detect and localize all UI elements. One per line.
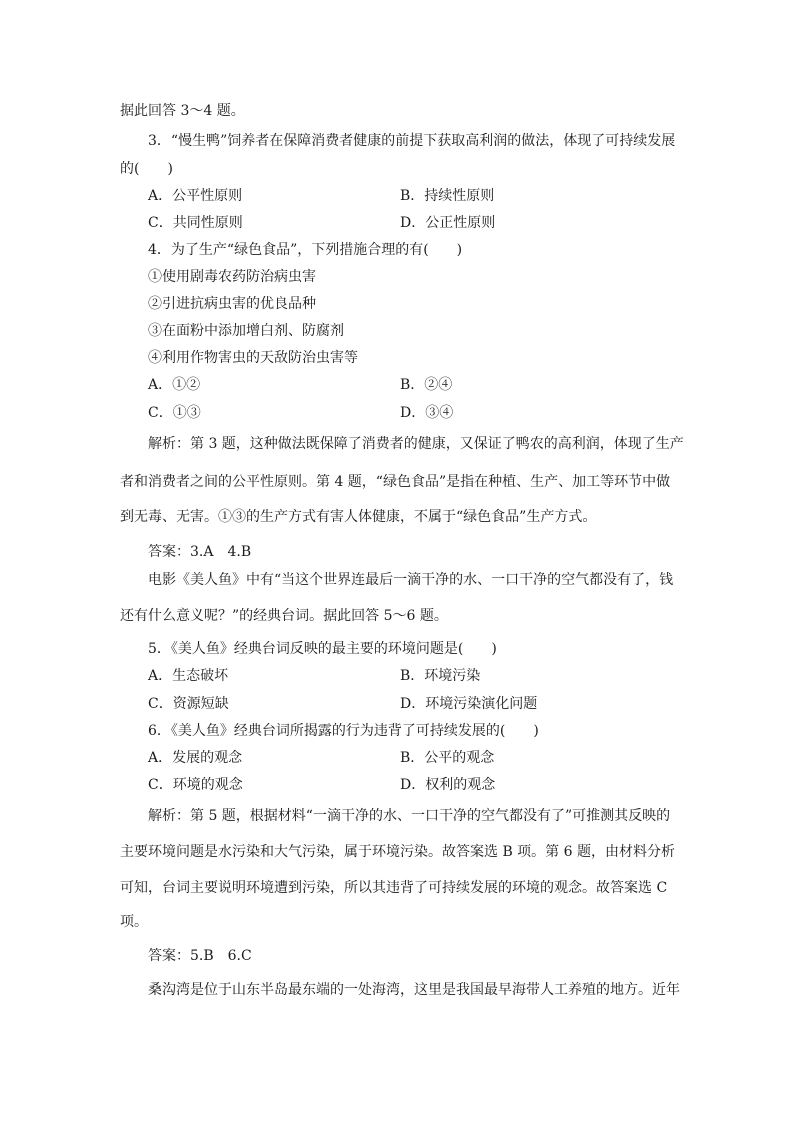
- q5-option-c: C．资源短缺: [148, 696, 229, 712]
- analysis-3-4-line-3: 到无毒、无害。①③的生产方式有害人体健康，不属于“绿色食品”生产方式。: [120, 509, 597, 525]
- q3-option-a: A．公平性原则: [148, 188, 243, 204]
- q4-item-4: ④利用作物害虫的天敌防治虫害等: [148, 350, 358, 366]
- q3-option-c: C．共同性原则: [148, 215, 243, 231]
- q4-option-d: D．③④: [400, 405, 454, 421]
- analysis-5-6-line-4: 项。: [120, 914, 148, 930]
- passage-sanggou-bay: 桑沟湾是位于山东半岛最东端的一处海湾，这里是我国最早海带人工养殖的地方。近年: [148, 982, 680, 998]
- answer-5-6: 答案：5.B 6.C: [148, 948, 252, 964]
- q6-option-d: D．权利的观念: [400, 777, 496, 793]
- q4-option-a: A．①②: [148, 377, 201, 393]
- q4-item-3: ③在面粉中添加增白剂、防腐剂: [148, 323, 344, 339]
- answer-3-4: 答案：3.A 4.B: [148, 544, 252, 560]
- question-3-line-2: 的( ): [120, 161, 173, 177]
- q6-option-b: B．公平的观念: [400, 750, 495, 766]
- q6-option-a: A．发展的观念: [148, 750, 243, 766]
- q3-option-b: B．持续性原则: [400, 188, 495, 204]
- q6-option-c: C．环境的观念: [148, 777, 243, 793]
- passage-line-2: 还有什么意义呢？”的经典台词。据此回答 5～6 题。: [120, 608, 448, 624]
- analysis-5-6-line-2: 主要环境问题是水污染和大气污染，属于环境污染。故答案选 B 项。第 6 题，由材料分析: [120, 844, 675, 860]
- q4-option-c: C．①③: [148, 405, 201, 421]
- analysis-3-4-line-1: 解析：第 3 题，这种做法既保障了消费者的健康，又保证了鸭农的高利润，体现了生产: [148, 436, 684, 452]
- analysis-5-6-line-3: 可知，台词主要说明环境遭到污染，所以其违背了可持续发展的环境的观念。故答案选 C: [120, 880, 668, 896]
- question-5: 5．《美人鱼》经典台词反映的最主要的环境问题是( ): [148, 641, 497, 657]
- q4-option-b: B．②④: [400, 377, 453, 393]
- question-3-line-1: 3．“慢生鸭”饲养者在保障消费者健康的前提下获取高利润的做法，体现了可持续发展: [148, 133, 676, 149]
- question-4: 4．为了生产“绿色食品”，下列措施合理的有( ): [148, 242, 463, 258]
- intro-line: 据此回答 3～4 题。: [120, 103, 245, 119]
- q3-option-d: D．公正性原则: [400, 215, 496, 231]
- q4-item-2: ②引进抗病虫害的优良品种: [148, 296, 316, 312]
- q4-item-1: ①使用剧毒农药防治病虫害: [148, 269, 316, 285]
- analysis-3-4-line-2: 者和消费者之间的公平性原则。第 4 题，“绿色食品”是指在种植、生产、加工等环节中做: [120, 474, 671, 490]
- q5-option-d: D．环境污染演化问题: [400, 696, 538, 712]
- q5-option-a: A．生态破坏: [148, 668, 229, 684]
- question-6: 6．《美人鱼》经典台词所揭露的行为违背了可持续发展的( ): [148, 723, 539, 739]
- q5-option-b: B．环境污染: [400, 668, 481, 684]
- analysis-5-6-line-1: 解析：第 5 题，根据材料“一滴干净的水、一口干净的空气都没有了”可推测其反映的: [148, 808, 671, 824]
- passage-line-1: 电影《美人鱼》中有“当这个世界连最后一滴干净的水、一口干净的空气都没有了，钱: [148, 572, 674, 588]
